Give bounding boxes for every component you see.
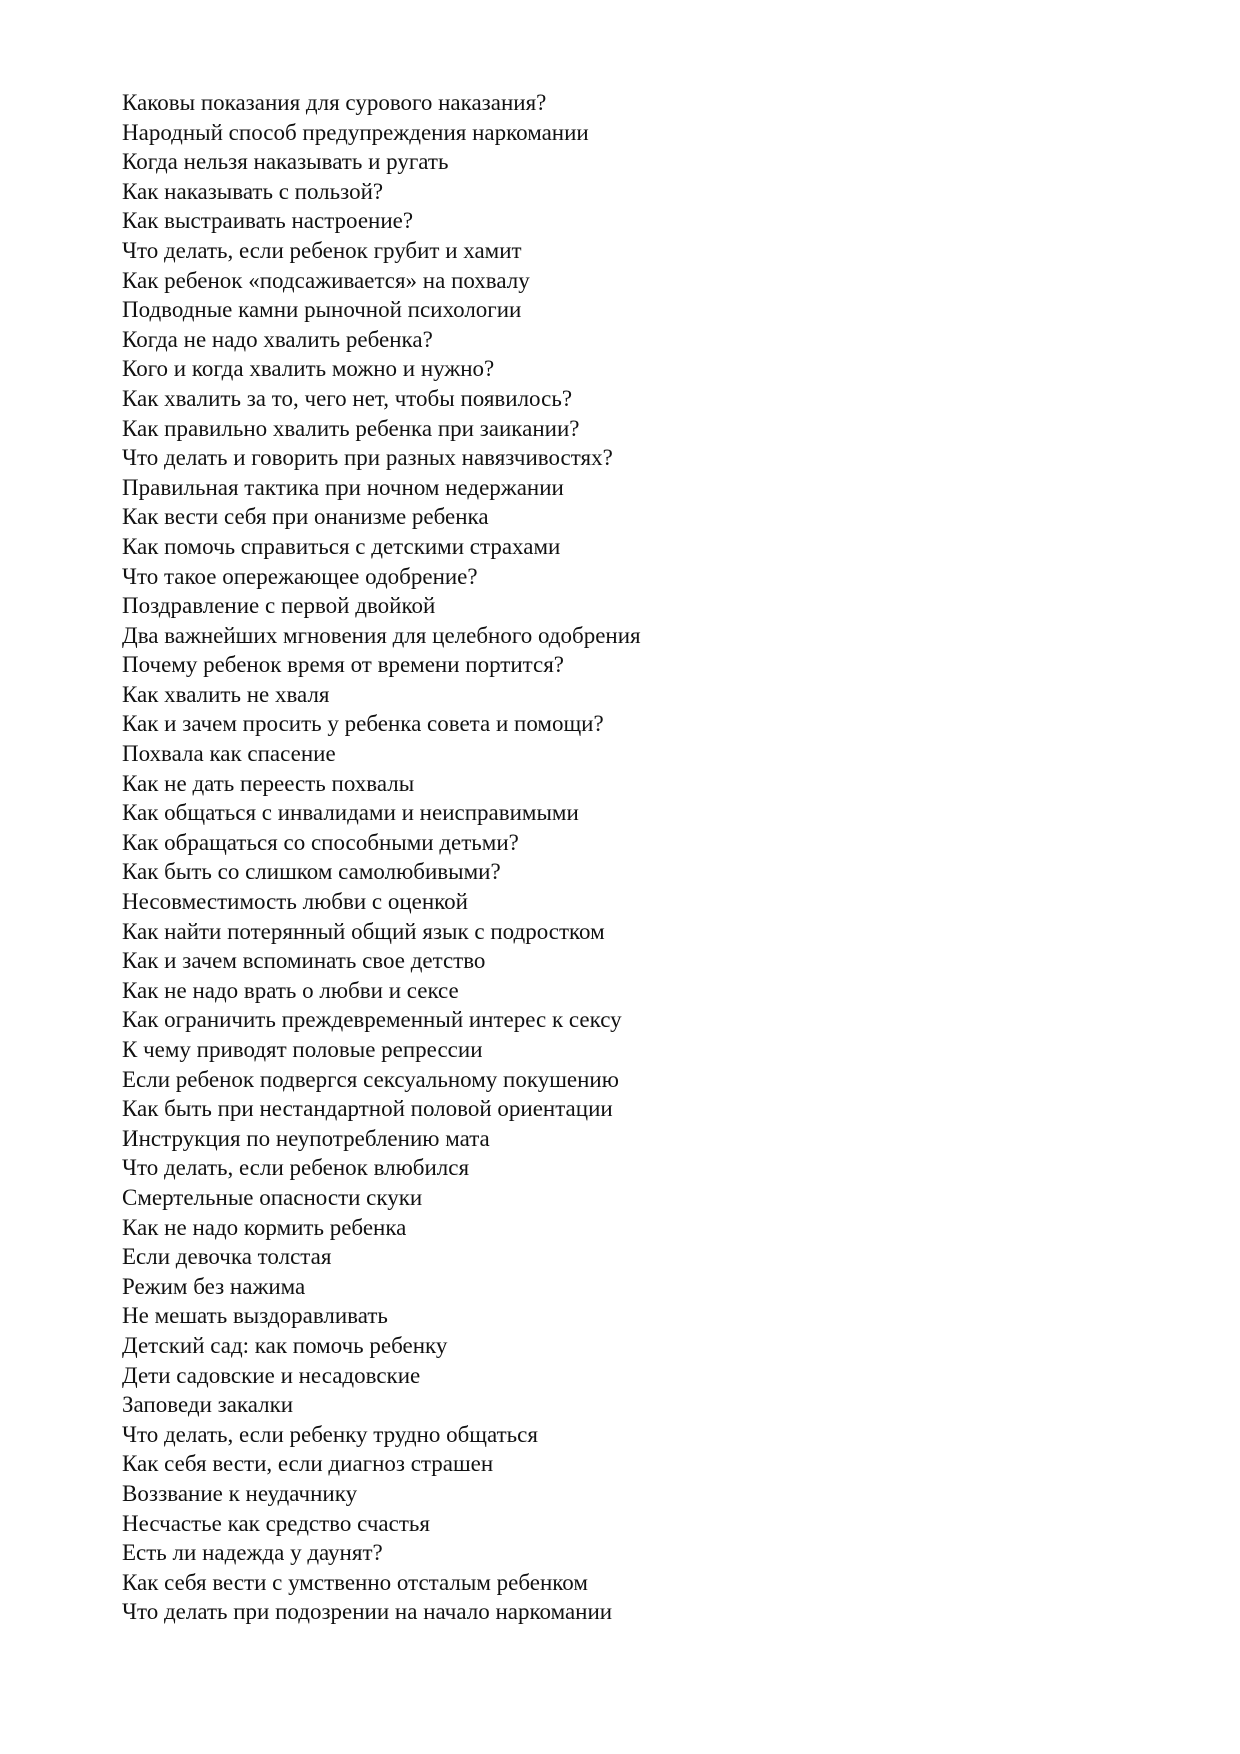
list-item: Воззвание к неудачнику [122, 1480, 358, 1506]
list-item: Инструкция по неупотреблению мата [122, 1125, 490, 1151]
list-item: Не мешать выздоравливать [122, 1303, 388, 1329]
list-item: Как себя вести с умственно отсталым ребенком [122, 1569, 588, 1595]
list-item: Что делать, если ребенок грубит и хамит [122, 237, 522, 263]
list-item: К чему приводят половые репрессии [122, 1037, 483, 1062]
list-item: Что делать, если ребенку трудно общаться [122, 1421, 538, 1447]
list-item: Как общаться с инвалидами и неисправимыми [122, 800, 579, 826]
list-item: Когда не надо хвалить ребенка? [122, 326, 433, 352]
list-item: Как быть со слишком самолюбивыми? [122, 859, 501, 885]
list-item: Каковы показания для сурового наказания? [122, 90, 547, 115]
list-item: Режим без нажима [122, 1273, 306, 1299]
list-item: Как и зачем просить у ребенка совета и помощи? [122, 711, 604, 737]
list-item: Что делать, если ребенок влюбился [122, 1155, 470, 1181]
list-item: Как помочь справиться с детскими страхами [122, 533, 561, 559]
list-item: Как вести себя при онанизме ребенка [122, 504, 489, 530]
list-item: Почему ребенок время от времени портится? [122, 652, 564, 678]
list-item: Как ребенок «подсаживается» на похвалу [122, 267, 530, 293]
list-item: Дети садовские и несадовские [122, 1362, 421, 1388]
list-item: Когда нельзя наказывать и ругать [122, 149, 449, 175]
list-item: Как и зачем вспоминать свое детство [122, 948, 486, 974]
list-item: Что делать и говорить при разных навязчивостях? [122, 445, 613, 471]
list-item: Если ребенок подвергся сексуальному покушению [122, 1066, 619, 1092]
list-item: Как не надо кормить ребенка [122, 1214, 407, 1240]
list-item: Заповеди закалки [122, 1392, 294, 1418]
list-item: Как ограничить преждевременный интерес к сексу [122, 1007, 622, 1033]
list-item: Что делать при подозрении на начало наркомании [122, 1599, 613, 1625]
list-item: Что такое опережающее одобрение? [122, 563, 478, 589]
list-item: Как себя вести, если диагноз страшен [122, 1451, 494, 1477]
list-item: Два важнейших мгновения для целебного одобрения [122, 622, 641, 648]
list-item: Если девочка толстая [122, 1244, 332, 1270]
list-item: Есть ли надежда у даунят? [122, 1540, 383, 1566]
list-item: Как быть при нестандартной половой ориентации [122, 1096, 613, 1122]
list-item: Как хвалить не хваля [122, 681, 330, 707]
list-item: Как не дать переесть похвалы [122, 770, 415, 796]
list-item: Смертельные опасности скуки [122, 1184, 423, 1210]
list-item: Несовместимость любви с оценкой [122, 889, 468, 915]
list-item: Как найти потерянный общий язык с подростком [122, 918, 605, 944]
list-item: Как правильно хвалить ребенка при заикании? [122, 415, 580, 441]
list-item: Как не надо врать о любви и сексе [122, 977, 459, 1003]
list-item: Несчастье как средство счастья [122, 1510, 430, 1536]
list-item: Как выстраивать настроение? [122, 208, 414, 234]
list-item: Как хвалить за то, чего нет, чтобы появилось? [122, 385, 573, 411]
list-item: Подводные камни рыночной психологии [122, 297, 522, 323]
list-item: Народный способ предупреждения наркомании [122, 119, 589, 145]
topic-list [122, 88, 641, 1627]
list-item: Как наказывать с пользой? [122, 178, 384, 204]
list-item: Как обращаться со способными детьми? [122, 829, 519, 855]
list-item: Поздравление с первой двойкой [122, 593, 436, 619]
list-item: Правильная тактика при ночном недержании [122, 474, 564, 500]
list-item: Кого и когда хвалить можно и нужно? [122, 356, 495, 382]
list-item: Похвала как спасение [122, 741, 336, 767]
list-item: Детский сад: как помочь ребенку [122, 1332, 448, 1358]
